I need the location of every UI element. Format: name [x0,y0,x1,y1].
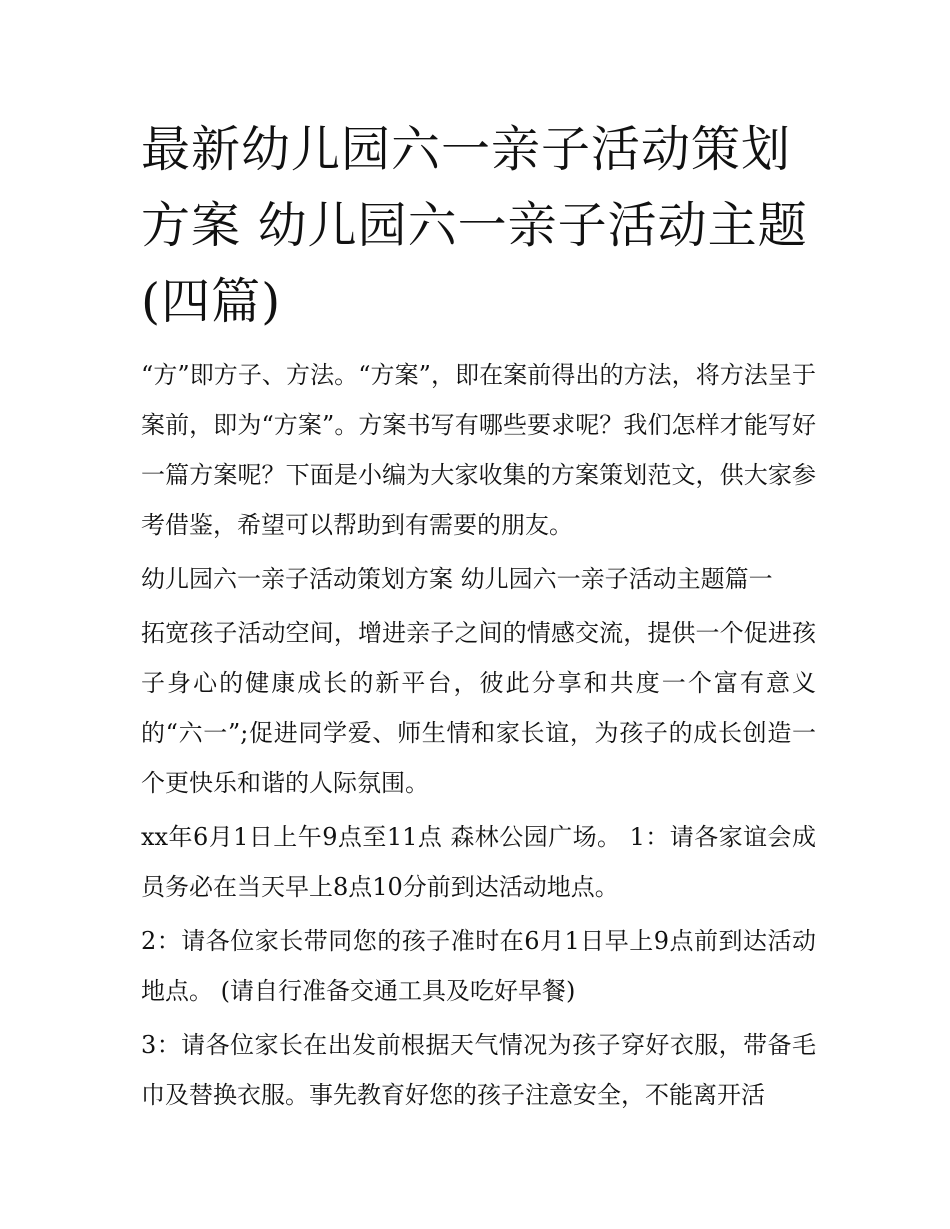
notice-item-3: 3：请各位家长在出发前根据天气情况为孩子穿好衣服，带备毛巾及替换衣服。事先教育好您的孩子注意安全，不能离开活 [141,1031,816,1109]
notice-item-2: 2：请各位家长带同您的孩子准时在6月1日早上9点前到达活动地点。 (请自行准备交通工具及吃好早餐) [141,927,816,1005]
section-heading: 幼儿园六一亲子活动策划方案 幼儿园六一亲子活动主题篇一 [141,565,773,593]
time-location-paragraph: xx年6月1日上午9点至11点 森林公园广场。 1：请各家谊会成员务必在当天早上8点10分前到达活动地点。 [141,823,816,901]
document-body [141,350,816,1120]
document-title: 最新幼儿园六一亲子活动策划方案 幼儿园六一亲子活动主题(四篇) [141,121,808,330]
purpose-paragraph: 拓宽孩子活动空间，增进亲子之间的情感交流，提供一个促进孩子身心的健康成长的新平台，彼此分享和共度一个富有意义的“六一”;促进同学爱、师生情和家长谊，为孩子的成长创造一个更快乐和谐的人际氛围。 [141,619,816,797]
document-page [141,112,816,1124]
intro-paragraph: “方”即方子、方法。“方案”，即在案前得出的方法，将方法呈于案前，即为“方案”。方案书写有哪些要求呢？我们怎样才能写好一篇方案呢？下面是小编为大家收集的方案策划范文，供大家参考借鉴，希望可以帮助到有需要的朋友。 [141,361,816,539]
